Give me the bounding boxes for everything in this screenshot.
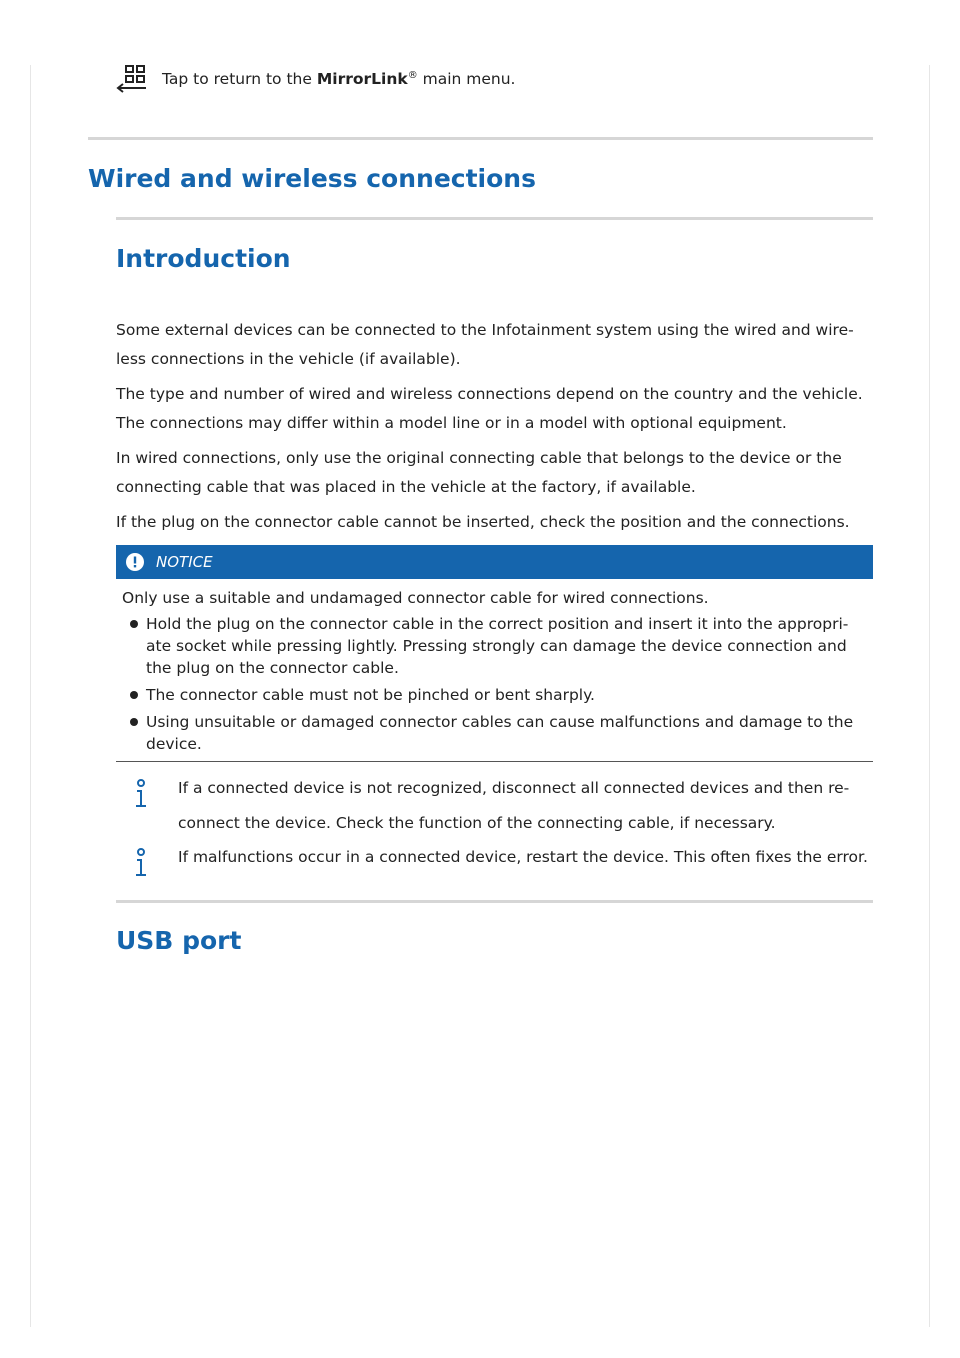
introduction-body — [116, 316, 876, 543]
notice-bullet: The connector cable must not be pinched or bent sharply. — [122, 684, 862, 706]
intro-paragraph: If the plug on the connector cable cannot be inserted, check the position and the connections. — [116, 513, 850, 531]
section-title: Wired and wireless connections — [88, 164, 536, 193]
intro-paragraph: The type and number of wired and wireless connections depend on the country and the vehicle. The connections may differ within a model line or in a model with optional equipment. — [116, 385, 863, 432]
intro-paragraph: Some external devices can be connected to the Infotainment system using the wired and wire-less connections in the vehicle (if available). — [116, 321, 854, 368]
bullet-dot-icon — [130, 691, 138, 699]
mirrorlink-brand: MirrorLink — [316, 70, 408, 89]
info-icon — [133, 775, 149, 809]
mirrorlink-home-icon[interactable] — [116, 64, 148, 94]
info-note — [116, 771, 876, 841]
info-icon — [133, 844, 149, 878]
notice-label: NOTICE — [156, 553, 213, 571]
exclamation-icon — [126, 553, 144, 571]
usb-port-heading: USB port — [116, 926, 242, 955]
info-note — [116, 840, 876, 878]
notice-list — [122, 613, 862, 755]
notice-body — [122, 587, 862, 760]
notice-lead: Only use a suitable and undamaged connector cable for wired connections. — [122, 589, 709, 607]
section-divider — [88, 137, 873, 140]
notice-bottom-rule — [116, 761, 873, 762]
notice-bullet: Using unsuitable or damaged connector cables can cause malfunctions and damage to the device. — [122, 711, 862, 755]
mirrorlink-instruction-text: Tap to return to the MirrorLink® main menu. — [162, 69, 516, 89]
mirrorlink-instruction — [116, 64, 515, 94]
bullet-dot-icon — [130, 620, 138, 628]
usb-divider — [116, 900, 873, 903]
page-margin-right — [929, 65, 930, 1327]
intro-paragraph: In wired connections, only use the original connecting cable that belongs to the device or the connecting cable that was placed in the vehicle at the factory, if available. — [116, 449, 842, 496]
info-note-text: If malfunctions occur in a connected device, restart the device. This often fixes the error. — [178, 848, 868, 866]
notice-header — [116, 545, 873, 579]
introduction-heading: Introduction — [116, 244, 291, 273]
bullet-dot-icon — [130, 718, 138, 726]
info-note-text: If a connected device is not recognized, disconnect all connected devices and then re-connect the device. Check the function of the connecting cable, if necessary. — [178, 779, 850, 832]
notice-bullet: Hold the plug on the connector cable in the correct position and insert it into the appropri-ate socket while pressing lightly. Pressing strongly can damage the device connection and the plug on the connector cable. — [122, 613, 862, 679]
subsection-divider — [116, 217, 873, 220]
page-margin-left — [30, 65, 31, 1327]
